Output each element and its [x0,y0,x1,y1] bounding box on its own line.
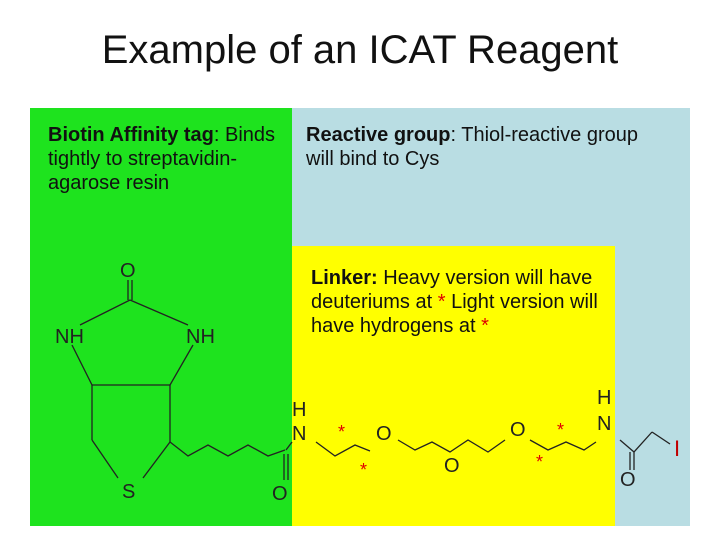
deuterium-star-2: * [360,460,368,480]
biotin-text: : Binds tightly to streptavidin-agarose resin [48,124,276,194]
bond-c-nh-right [130,300,188,325]
bond-s-ch [143,442,170,478]
atom-o-top: O [120,260,136,282]
atom-o-ether-2: O [444,455,460,477]
linker-text-2: Light version will have hydrogens at [311,291,598,337]
molecule-atoms [55,260,636,505]
bond-n2-c [620,440,634,452]
bond-ch2-i [652,432,670,444]
bond-nh-left-ch [72,345,92,385]
bond-c-nh-left [80,300,130,325]
bond-c-ch2 [634,432,652,452]
atom-n-1: N [292,423,307,445]
linker-heading: Linker: [311,267,378,289]
linker-star-1: * [437,291,446,313]
deuterium-star-3: * [557,420,565,440]
atom-o-ether-1: O [376,423,392,445]
deuterium-star-1: * [338,422,346,442]
atom-iodine: I [674,436,681,461]
linker-text-1: Heavy version will have deuteriums at [311,267,593,313]
atom-nh-right: NH [186,326,215,348]
atom-o-ether-3: O [510,419,526,441]
atom-o-carbonyl-2: O [620,469,636,491]
bond-ch2-s [92,440,118,478]
molecule-bonds [72,280,670,480]
slide-title: Example of an ICAT Reagent [101,28,619,72]
linker-star-2: * [481,315,489,337]
atom-h-1: H [292,399,307,421]
reactive-text: : Thiol-reactive group will bind to Cys [306,124,638,170]
bond-linker-3 [530,440,596,450]
atom-s: S [122,481,136,503]
atom-n-2: N [597,413,612,435]
bond-nh-right-ch [170,345,193,385]
bond-linker-1 [316,442,370,456]
atom-h-2: H [597,387,612,409]
biotin-heading: Biotin Affinity tag [48,124,214,146]
bond-valeryl-chain [170,442,285,456]
reactive-heading: Reactive group [306,124,451,146]
deuterium-star-4: * [536,452,544,472]
bond-linker-2 [398,440,505,452]
atom-nh-left: NH [55,326,84,348]
atom-o-carbonyl-1: O [272,483,288,505]
